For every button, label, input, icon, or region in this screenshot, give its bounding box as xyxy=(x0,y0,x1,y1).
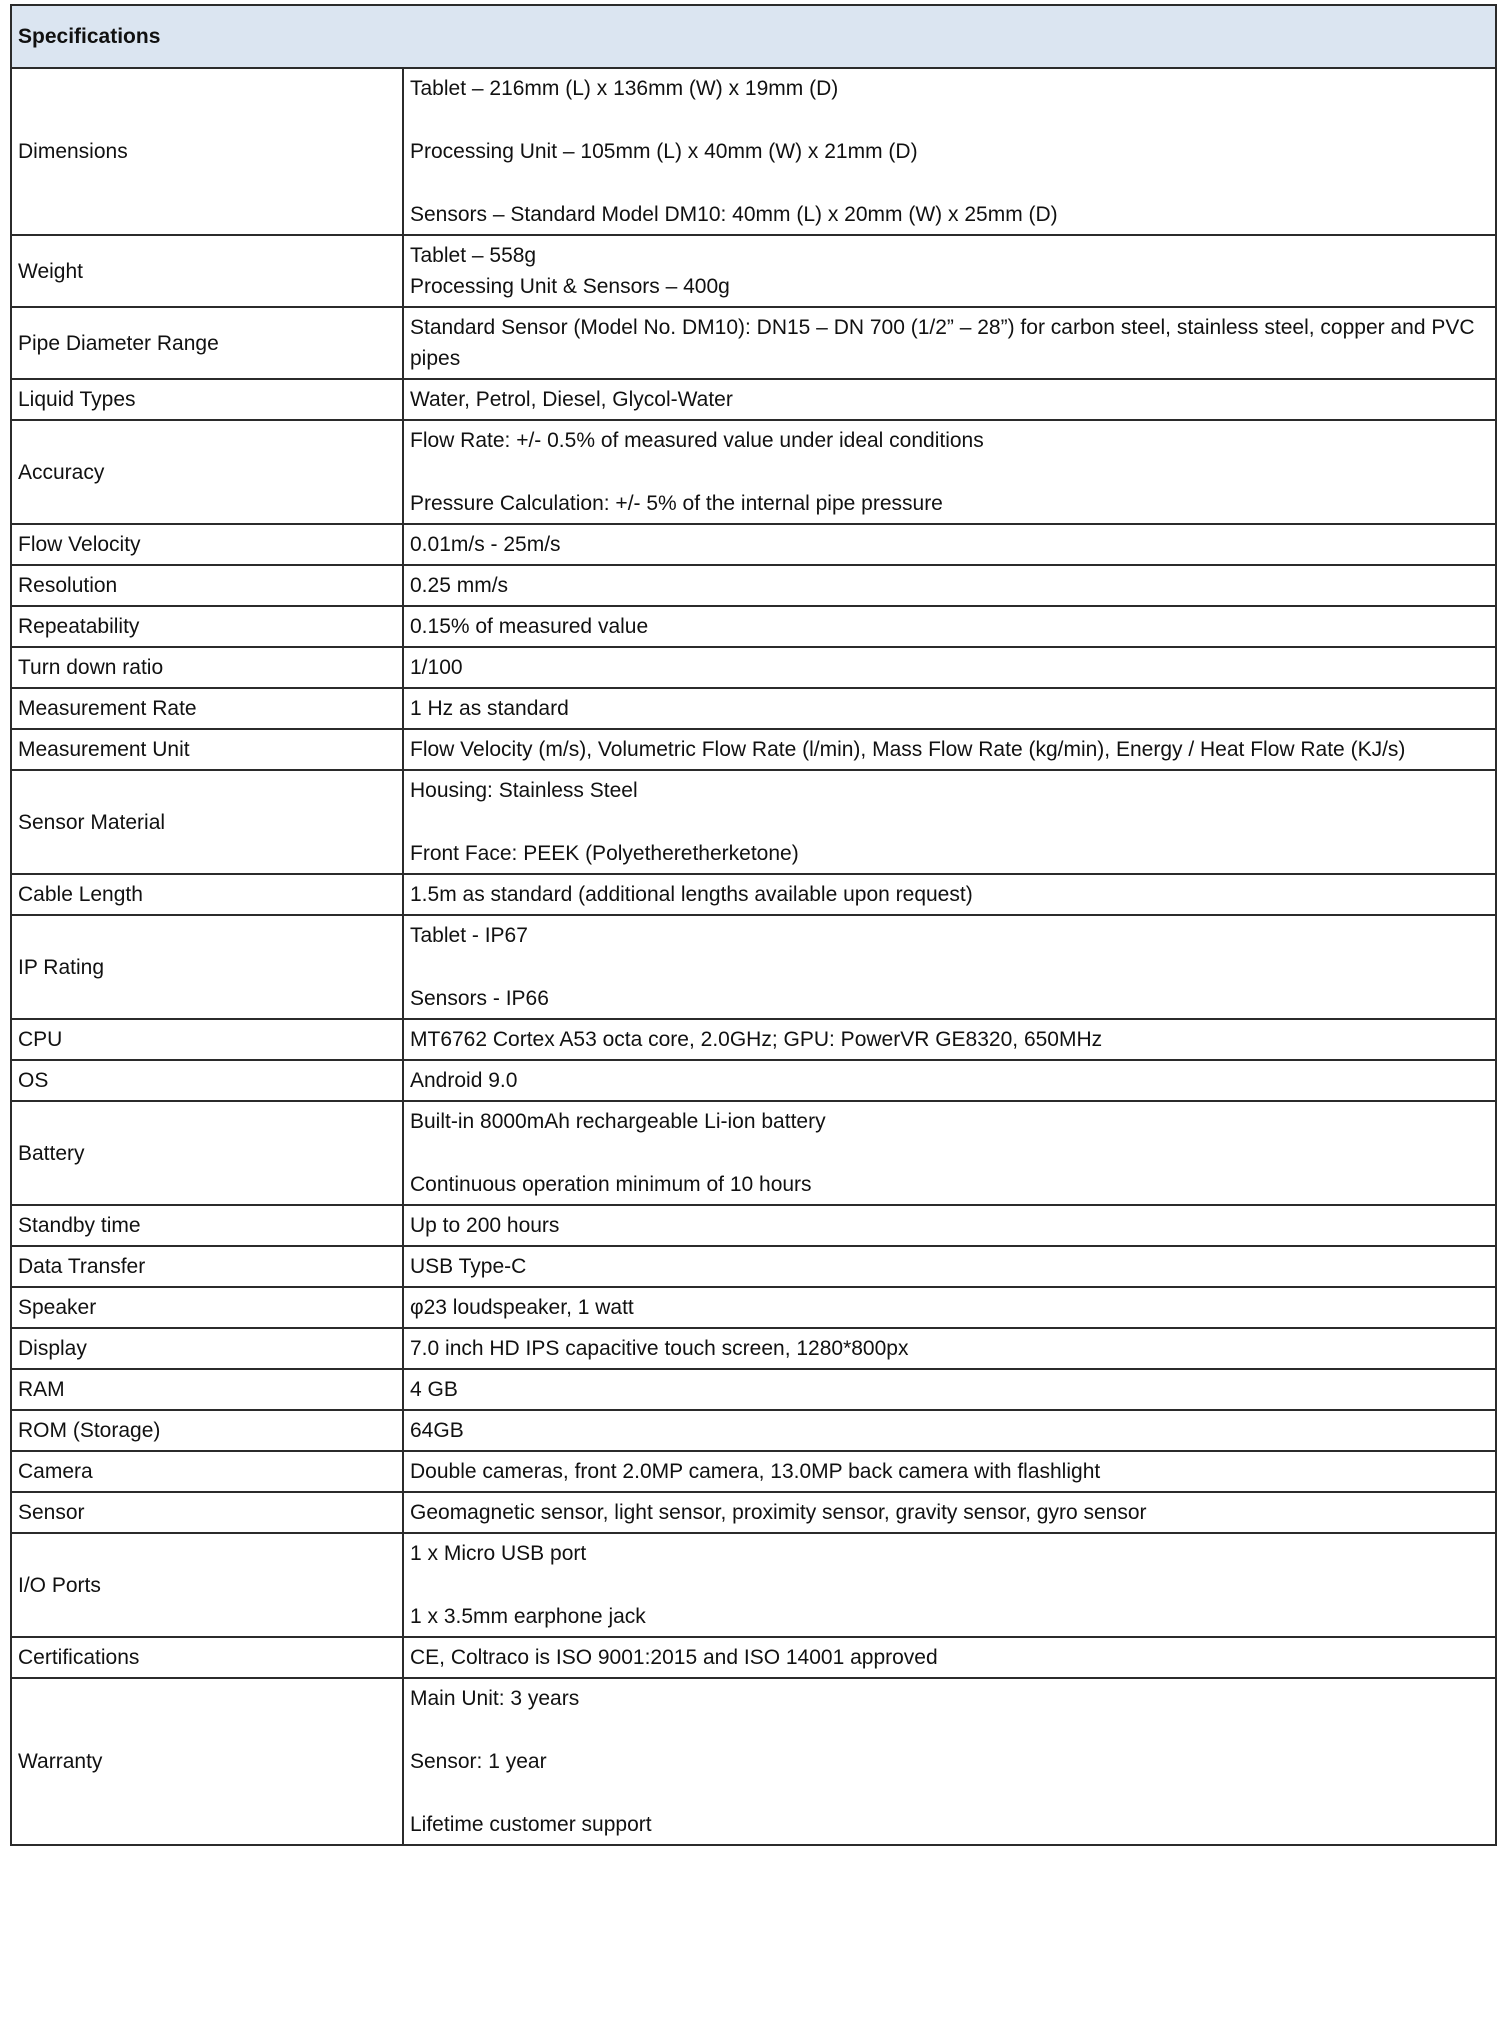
spec-value-line: Pressure Calculation: +/- 5% of the internal pipe pressure xyxy=(410,492,943,515)
spec-label: Display xyxy=(11,1328,403,1369)
table-row xyxy=(11,1019,1496,1060)
spec-value-line: Processing Unit & Sensors – 400g xyxy=(410,275,730,298)
spec-value xyxy=(403,874,1496,915)
spec-label: Liquid Types xyxy=(11,379,403,420)
line-spacer xyxy=(410,1569,1489,1601)
line-spacer xyxy=(410,806,1489,838)
spec-value xyxy=(403,1246,1496,1287)
table-row xyxy=(11,565,1496,606)
line-spacer xyxy=(410,951,1489,983)
spec-label: RAM xyxy=(11,1369,403,1410)
spec-value xyxy=(403,770,1496,874)
spec-label: Accuracy xyxy=(11,420,403,524)
spec-value-line: Double cameras, front 2.0MP camera, 13.0MP back camera with flashlight xyxy=(410,1460,1101,1483)
table-row xyxy=(11,524,1496,565)
spec-value xyxy=(403,647,1496,688)
spec-value-line: Water, Petrol, Diesel, Glycol-Water xyxy=(410,388,733,411)
table-row xyxy=(11,915,1496,1019)
table-row xyxy=(11,1637,1496,1678)
spec-value-line: Built-in 8000mAh rechargeable Li-ion battery xyxy=(410,1110,826,1133)
table-row xyxy=(11,1410,1496,1451)
spec-value xyxy=(403,1451,1496,1492)
spec-value-line: 1 Hz as standard xyxy=(410,697,569,720)
spec-value-line: Up to 200 hours xyxy=(410,1214,560,1237)
spec-value-line: Standard Sensor (Model No. DM10): DN15 – DN 700 (1/2” – 28”) for carbon steel, stainless steel, copper and PVC pipes xyxy=(410,316,1475,370)
spec-label: Measurement Rate xyxy=(11,688,403,729)
spec-label: IP Rating xyxy=(11,915,403,1019)
table-row xyxy=(11,1205,1496,1246)
spec-label: CPU xyxy=(11,1019,403,1060)
spec-value-line: 0.25 mm/s xyxy=(410,574,509,597)
spec-value xyxy=(403,565,1496,606)
table-row xyxy=(11,307,1496,379)
line-spacer xyxy=(410,104,1489,136)
spec-value-line: Sensor: 1 year xyxy=(410,1750,547,1773)
spec-value xyxy=(403,1369,1496,1410)
line-spacer xyxy=(410,1137,1489,1169)
spec-value xyxy=(403,1060,1496,1101)
line-spacer xyxy=(410,456,1489,488)
spec-value-line: 0.15% of measured value xyxy=(410,615,649,638)
spec-value-line: 7.0 inch HD IPS capacitive touch screen, 1280*800px xyxy=(410,1337,909,1360)
spec-value xyxy=(403,68,1496,235)
spec-value xyxy=(403,1410,1496,1451)
table-header-row xyxy=(11,5,1496,68)
spec-value-line: 0.01m/s - 25m/s xyxy=(410,533,561,556)
spec-label: Battery xyxy=(11,1101,403,1205)
spec-value-line: Geomagnetic sensor, light sensor, proximity sensor, gravity sensor, gyro sensor xyxy=(410,1501,1147,1524)
table-header-title: Specifications xyxy=(11,5,1496,68)
table-row xyxy=(11,1492,1496,1533)
spec-label: Repeatability xyxy=(11,606,403,647)
table-row xyxy=(11,1246,1496,1287)
spec-label: Warranty xyxy=(11,1678,403,1845)
spec-value xyxy=(403,1287,1496,1328)
spec-value-line: CE, Coltraco is ISO 9001:2015 and ISO 14001 approved xyxy=(410,1646,938,1669)
spec-value-line: 1 x Micro USB port xyxy=(410,1542,587,1565)
spec-value xyxy=(403,1328,1496,1369)
table-row xyxy=(11,1101,1496,1205)
spec-value-line: Android 9.0 xyxy=(410,1069,518,1092)
spec-value xyxy=(403,307,1496,379)
table-row xyxy=(11,1369,1496,1410)
table-row xyxy=(11,874,1496,915)
table-row xyxy=(11,1533,1496,1637)
spec-value-line: Sensors – Standard Model DM10: 40mm (L) x 20mm (W) x 25mm (D) xyxy=(410,203,1058,226)
spec-value-line: Processing Unit – 105mm (L) x 40mm (W) x 21mm (D) xyxy=(410,140,918,163)
spec-value-line: Continuous operation minimum of 10 hours xyxy=(410,1173,812,1196)
spec-value-line: φ23 loudspeaker, 1 watt xyxy=(410,1296,634,1319)
table-row xyxy=(11,68,1496,235)
spec-value-line: 4 GB xyxy=(410,1378,458,1401)
spec-label: Speaker xyxy=(11,1287,403,1328)
spec-value xyxy=(403,379,1496,420)
spec-value xyxy=(403,729,1496,770)
spec-value-line: Flow Rate: +/- 0.5% of measured value under ideal conditions xyxy=(410,429,984,452)
table-row xyxy=(11,1451,1496,1492)
line-spacer xyxy=(410,1714,1489,1746)
spec-value xyxy=(403,1637,1496,1678)
specifications-table-container xyxy=(10,4,1495,1846)
spec-label: Standby time xyxy=(11,1205,403,1246)
table-row xyxy=(11,770,1496,874)
spec-label: Camera xyxy=(11,1451,403,1492)
table-row xyxy=(11,1060,1496,1101)
spec-value xyxy=(403,1019,1496,1060)
table-row xyxy=(11,379,1496,420)
spec-label: Resolution xyxy=(11,565,403,606)
spec-value xyxy=(403,1205,1496,1246)
spec-value xyxy=(403,1678,1496,1845)
spec-value xyxy=(403,1492,1496,1533)
spec-label: Flow Velocity xyxy=(11,524,403,565)
table-row xyxy=(11,1328,1496,1369)
spec-label: OS xyxy=(11,1060,403,1101)
spec-value xyxy=(403,915,1496,1019)
spec-label: Dimensions xyxy=(11,68,403,235)
spec-label: Pipe Diameter Range xyxy=(11,307,403,379)
spec-value xyxy=(403,420,1496,524)
spec-value-line: Tablet – 216mm (L) x 136mm (W) x 19mm (D) xyxy=(410,77,839,100)
spec-value-line: Tablet - IP67 xyxy=(410,924,528,947)
spec-value xyxy=(403,524,1496,565)
table-row xyxy=(11,688,1496,729)
spec-label: Sensor xyxy=(11,1492,403,1533)
spec-value-line: 64GB xyxy=(410,1419,464,1442)
spec-label: Weight xyxy=(11,235,403,307)
line-spacer xyxy=(410,1777,1489,1809)
specifications-body xyxy=(11,68,1496,1845)
spec-label: I/O Ports xyxy=(11,1533,403,1637)
table-row xyxy=(11,420,1496,524)
spec-value xyxy=(403,606,1496,647)
spec-value-line: Flow Velocity (m/s), Volumetric Flow Rate (l/min), Mass Flow Rate (kg/min), Energy / Heat Flow Rate (KJ/s) xyxy=(410,738,1406,761)
spec-value xyxy=(403,688,1496,729)
line-spacer xyxy=(410,167,1489,199)
spec-value-line: Tablet – 558g xyxy=(410,244,537,267)
spec-value-line: Main Unit: 3 years xyxy=(410,1687,580,1710)
table-row xyxy=(11,235,1496,307)
spec-value xyxy=(403,1101,1496,1205)
spec-label: ROM (Storage) xyxy=(11,1410,403,1451)
spec-value-line: 1.5m as standard (additional lengths available upon request) xyxy=(410,883,973,906)
spec-value-line: MT6762 Cortex A53 octa core, 2.0GHz; GPU: PowerVR GE8320, 650MHz xyxy=(410,1028,1103,1051)
table-row xyxy=(11,1678,1496,1845)
specifications-table xyxy=(10,4,1497,1846)
spec-label: Certifications xyxy=(11,1637,403,1678)
spec-value xyxy=(403,1533,1496,1637)
spec-value-line: Housing: Stainless Steel xyxy=(410,779,638,802)
spec-value-line: USB Type-C xyxy=(410,1255,527,1278)
spec-value-line: 1 x 3.5mm earphone jack xyxy=(410,1605,646,1628)
spec-label: Turn down ratio xyxy=(11,647,403,688)
spec-value-line: Sensors - IP66 xyxy=(410,987,549,1010)
spec-value-line: Front Face: PEEK (Polyetheretherketone) xyxy=(410,842,799,865)
spec-label: Cable Length xyxy=(11,874,403,915)
spec-value xyxy=(403,235,1496,307)
spec-value-line: 1/100 xyxy=(410,656,463,679)
spec-value-line: Lifetime customer support xyxy=(410,1813,652,1836)
table-row xyxy=(11,1287,1496,1328)
spec-label: Data Transfer xyxy=(11,1246,403,1287)
spec-label: Measurement Unit xyxy=(11,729,403,770)
table-row xyxy=(11,606,1496,647)
spec-label: Sensor Material xyxy=(11,770,403,874)
table-row xyxy=(11,647,1496,688)
table-row xyxy=(11,729,1496,770)
